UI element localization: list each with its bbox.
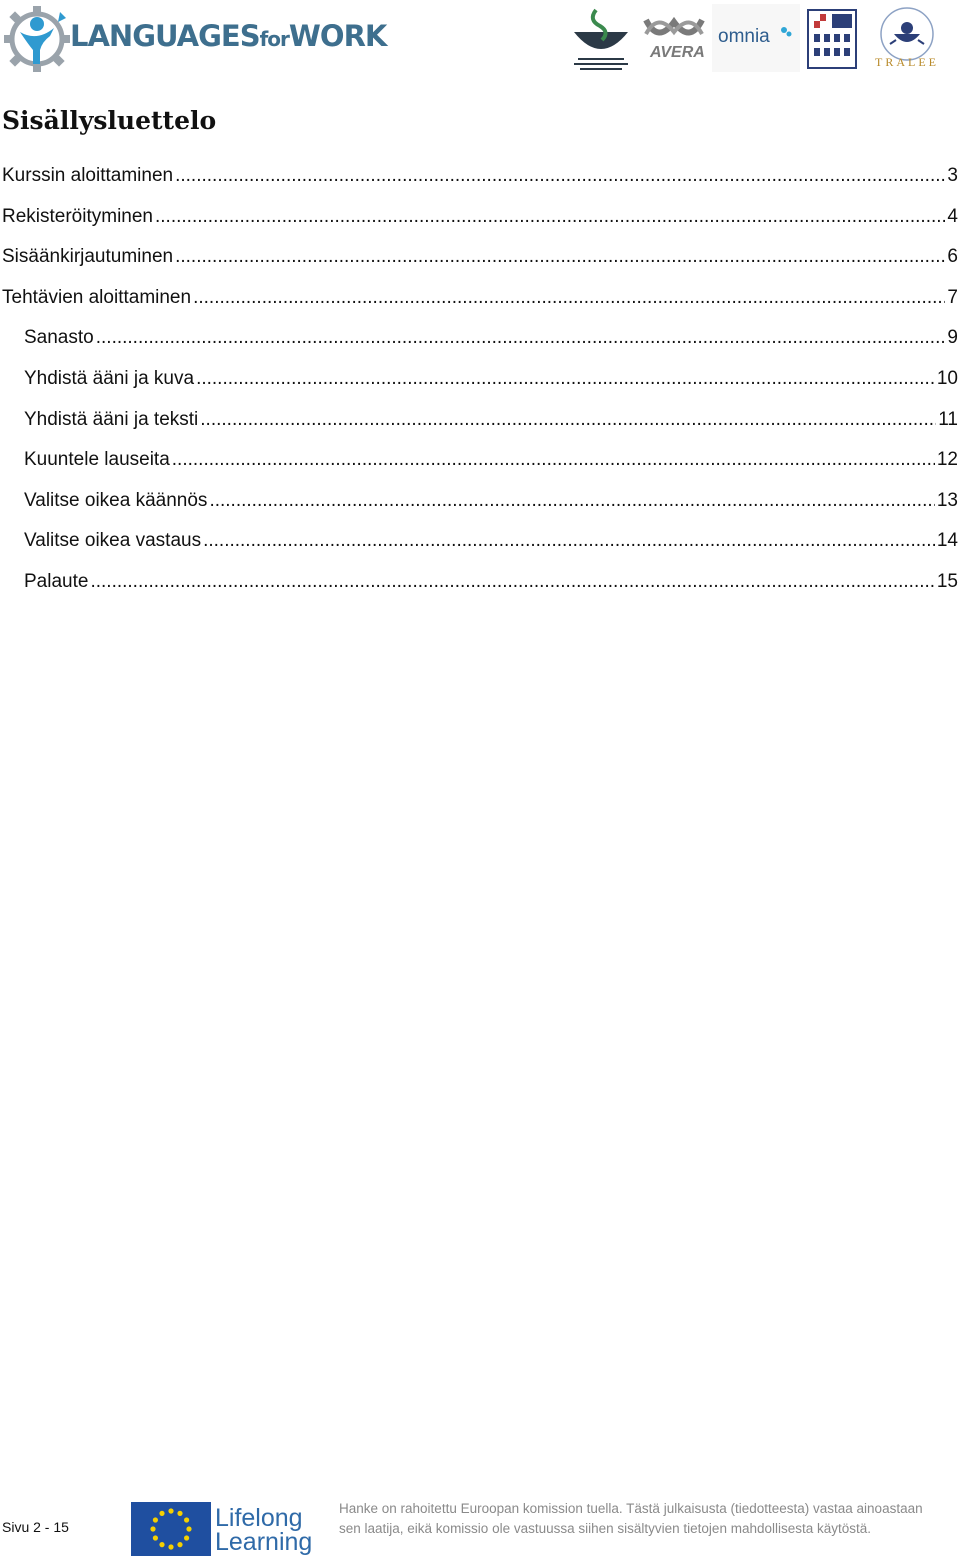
eu-star: [184, 1517, 189, 1522]
toc-entry-label: Yhdistä ääni ja teksti: [24, 408, 199, 430]
gear-person-icon: [2, 2, 72, 74]
avera-logo: [638, 4, 710, 72]
toc-entry-label: Kurssin aloittaminen: [2, 165, 174, 186]
toc-title: Sisällysluettelo: [2, 106, 217, 135]
toc-entry[interactable]: [0, 206, 958, 247]
eu-star: [168, 1508, 173, 1513]
table-of-contents: [0, 165, 958, 612]
funding-disclaimer: Hanke on rahoitettu Euroopan komission tuella. Tästä julkaisusta (tiedotteesta) vastaa ainoastaan sen laatija, eikä komissio ole vastuussa siihen sisältyvien tietojen mahdollisesta käytöstä.: [339, 1501, 923, 1536]
toc-entry-page: 9: [947, 327, 958, 349]
avera-logo-text: AVERA: [650, 44, 705, 61]
toc-entry-label: Valitse oikea käännös: [24, 489, 208, 511]
toc-leader-dots: [175, 246, 945, 268]
eu-star: [177, 1542, 182, 1547]
toc-leader-dots: [90, 571, 934, 593]
school-bowl-logo: [566, 4, 636, 72]
omnia-logo: [712, 4, 800, 72]
toc-leader-dots: [172, 449, 935, 471]
eu-flag-icon: [131, 1500, 211, 1558]
toc-entry[interactable]: [0, 165, 958, 206]
eu-star: [184, 1535, 189, 1540]
eu-star: [153, 1535, 158, 1540]
toc-entry[interactable]: [0, 246, 958, 287]
toc-entry-page: 15: [936, 570, 958, 592]
eu-star: [153, 1517, 158, 1522]
toc-entry[interactable]: [0, 409, 958, 450]
toc-leader-dots: [196, 368, 935, 390]
eu-star: [186, 1526, 191, 1531]
eu-star: [159, 1511, 164, 1516]
toc-entry-page: 13: [936, 489, 958, 511]
languages-for-work-logo: [2, 2, 387, 74]
page-number: Sivu 2 - 15: [2, 1519, 69, 1535]
toc-entry-label: Yhdistä ääni ja kuva: [24, 367, 195, 389]
toc-entry-page: 7: [947, 286, 958, 308]
toc-leader-dots: [175, 165, 945, 187]
toc-leader-dots: [209, 490, 934, 512]
toc-entry[interactable]: [0, 490, 958, 531]
toc-entry-page: 11: [938, 408, 958, 430]
brand-logo-text-main: LANGUAGES: [70, 19, 260, 53]
toc-leader-dots: [200, 409, 936, 431]
toc-entry-page: 10: [936, 367, 958, 389]
toc-entry[interactable]: [0, 368, 958, 409]
toc-entry[interactable]: [0, 287, 958, 328]
toc-entry-label: Tehtävien aloittaminen: [2, 286, 192, 308]
omnia-logo-text: omnia: [718, 26, 770, 47]
eu-star: [168, 1544, 173, 1549]
toc-entry[interactable]: [0, 327, 958, 368]
toc-entry-label: Sisäänkirjautuminen: [2, 246, 174, 268]
lifelong-learning-text: [215, 1506, 312, 1554]
toc-leader-dots: [203, 530, 935, 552]
toc-entry-page: 3: [947, 165, 958, 186]
toc-entry-page: 12: [936, 449, 958, 471]
toc-entry-label: Sanasto: [24, 327, 94, 349]
toc-entry[interactable]: [0, 571, 958, 612]
toc-entry[interactable]: [0, 449, 958, 490]
toc-entry-page: 14: [936, 530, 958, 552]
eu-star: [159, 1542, 164, 1547]
page-header: [0, 0, 960, 80]
toc-entry-page: 6: [947, 246, 958, 268]
toc-entry-page: 4: [947, 205, 958, 227]
toc-entry-label: Valitse oikea vastaus: [24, 530, 202, 552]
eu-star: [150, 1526, 155, 1531]
toc-leader-dots: [193, 287, 945, 309]
brand-logo-text-small: for: [259, 27, 289, 51]
toc-entry[interactable]: [0, 530, 958, 571]
lifelong-line: Lifelong: [215, 1504, 303, 1532]
tralee-institute-logo: [866, 4, 948, 72]
toc-entry-label: Kuuntele lauseita: [24, 449, 170, 471]
learning-line: Learning: [215, 1528, 313, 1556]
toc-entry-label: Palaute: [24, 570, 89, 592]
toc-leader-dots: [96, 327, 946, 349]
tralee-logo-text: TRALEE: [875, 55, 939, 69]
croatian-building-logo: [802, 4, 862, 72]
brand-logo-text-end: WORK: [288, 19, 387, 53]
eu-star: [177, 1511, 182, 1516]
toc-leader-dots: [155, 206, 945, 228]
toc-entry-label: Rekisteröityminen: [2, 205, 153, 227]
